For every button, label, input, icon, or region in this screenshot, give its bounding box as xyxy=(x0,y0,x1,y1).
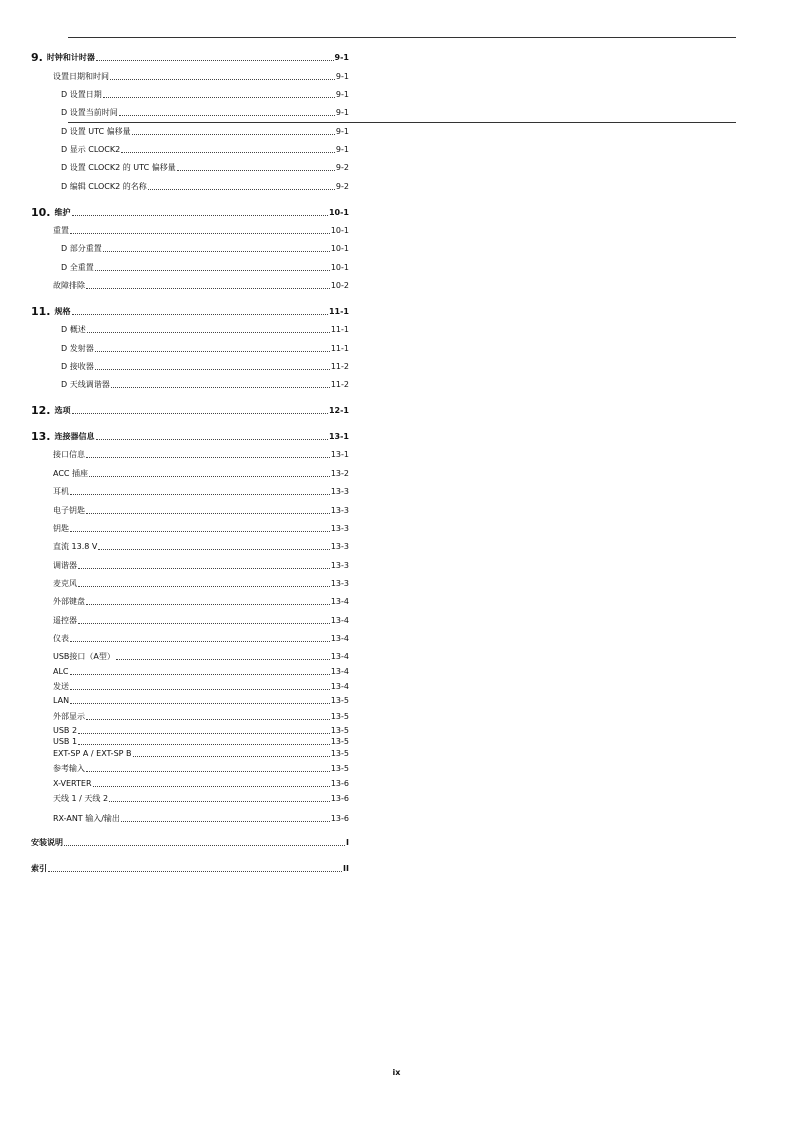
toc-leader-dots xyxy=(72,215,328,216)
toc-entry[interactable] xyxy=(53,487,349,497)
toc-leader-dots xyxy=(78,733,330,734)
toc-page-number: 11-2 xyxy=(330,380,349,389)
toc-entry[interactable] xyxy=(53,737,349,747)
toc-entry-title: USB 2 xyxy=(53,726,78,735)
toc-entry[interactable] xyxy=(53,579,349,589)
toc-entry-title: 维护 xyxy=(54,208,71,217)
toc-page-number: 9-2 xyxy=(335,163,349,172)
toc-entry[interactable] xyxy=(53,814,349,824)
toc-entry[interactable] xyxy=(53,524,349,534)
toc-entry[interactable] xyxy=(61,163,349,173)
toc-entry-title: X-VERTER xyxy=(53,779,92,788)
toc-entry[interactable] xyxy=(31,406,349,416)
toc-page-number: 9-1 xyxy=(334,53,349,62)
toc-entry-title: ALC xyxy=(53,667,69,676)
toc-entry-title: D 接收器 xyxy=(61,362,94,371)
toc-leader-dots xyxy=(109,801,330,802)
toc-entry[interactable] xyxy=(53,450,349,460)
toc-page-number: 13-3 xyxy=(330,487,349,496)
toc-entry[interactable] xyxy=(31,864,349,874)
toc-page-number: 13-5 xyxy=(330,726,349,735)
toc-page-number: 13-6 xyxy=(330,779,349,788)
toc-entry-title: D 设置当前时间 xyxy=(61,108,118,117)
toc-entry[interactable] xyxy=(53,506,349,516)
toc-page-number: 11-1 xyxy=(330,325,349,334)
toc-leader-dots xyxy=(78,623,330,624)
toc-entry[interactable] xyxy=(53,469,349,479)
toc-chapter-number: 9. xyxy=(31,51,43,64)
toc-page-number: 13-5 xyxy=(330,712,349,721)
toc-page-number: 9-2 xyxy=(335,182,349,191)
toc-entry-title: D 全重置 xyxy=(61,263,94,272)
toc-leader-dots xyxy=(48,871,342,872)
toc-entry[interactable] xyxy=(61,380,349,390)
toc-entry[interactable] xyxy=(61,263,349,273)
toc-page-number: 9-1 xyxy=(335,145,349,154)
toc-entry[interactable] xyxy=(53,226,349,236)
toc-leader-dots xyxy=(116,659,330,660)
toc-leader-dots xyxy=(96,60,334,61)
toc-page-number: 13-2 xyxy=(330,469,349,478)
toc-entry[interactable] xyxy=(61,182,349,192)
toc-entry-title: D 天线调谐器 xyxy=(61,380,110,389)
toc-entry-title: USB 1 xyxy=(53,737,78,746)
toc-leader-dots xyxy=(86,719,330,720)
toc-leader-dots xyxy=(70,233,330,234)
toc-entry-title: LAN xyxy=(53,696,70,705)
toc-entry-title: 天线 1 / 天线 2 xyxy=(53,794,109,803)
toc-entry-title: 选项 xyxy=(54,406,71,415)
toc-page-number: 10-2 xyxy=(330,281,349,290)
toc-entry[interactable] xyxy=(53,634,349,644)
toc-page-number: 9-1 xyxy=(335,90,349,99)
toc-entry[interactable] xyxy=(53,281,349,291)
toc-leader-dots xyxy=(78,586,330,587)
toc-leader-dots xyxy=(64,845,345,846)
toc-entry-title: 安装说明 xyxy=(31,838,63,847)
toc-entry-title: 规格 xyxy=(54,307,71,316)
toc-page-number: 13-5 xyxy=(330,764,349,773)
toc-page-number: 13-4 xyxy=(330,597,349,606)
toc-page-number: 13-1 xyxy=(328,432,349,441)
toc-leader-dots xyxy=(87,332,330,333)
toc-leader-dots xyxy=(132,134,335,135)
toc-entry[interactable] xyxy=(61,244,349,254)
toc-leader-dots xyxy=(86,513,330,514)
toc-entry[interactable] xyxy=(53,764,349,774)
toc-entry-title: D 编辑 CLOCK2 的名称 xyxy=(61,182,147,191)
toc-entry[interactable] xyxy=(53,779,349,789)
toc-page-number: 13-4 xyxy=(330,652,349,661)
toc-page-number: 12-1 xyxy=(328,406,349,415)
toc-entry-title: 索引 xyxy=(31,864,47,873)
toc-page-number: 11-1 xyxy=(328,307,349,316)
toc-entry[interactable] xyxy=(53,616,349,626)
toc-entry-title: 电子钥匙 xyxy=(53,506,85,515)
toc-entry[interactable] xyxy=(53,542,349,552)
toc-entry-title: USB接口（A型） xyxy=(53,652,115,661)
toc-leader-dots xyxy=(103,251,330,252)
toc-entry[interactable] xyxy=(53,561,349,571)
toc-page-number: 13-3 xyxy=(330,524,349,533)
toc-leader-dots xyxy=(70,494,330,495)
toc-entry[interactable] xyxy=(31,208,349,218)
toc-leader-dots xyxy=(72,413,328,414)
toc-leader-dots xyxy=(93,786,330,787)
toc-page-number: 10-1 xyxy=(330,226,349,235)
toc-leader-dots xyxy=(70,531,330,532)
toc-entry-title: 遥控器 xyxy=(53,616,77,625)
toc-entry-title: D 发射器 xyxy=(61,344,94,353)
toc-entry-title: 钥匙 xyxy=(53,524,69,533)
toc-entry-title: D 设置 CLOCK2 的 UTC 偏移量 xyxy=(61,163,176,172)
toc-leader-dots xyxy=(95,369,330,370)
toc-leader-dots xyxy=(110,79,335,80)
toc-chapter-number: 13. xyxy=(31,430,51,443)
toc-entry-title: 时钟和计时器 xyxy=(46,53,95,62)
toc-page-number: 9-1 xyxy=(335,127,349,136)
toc-leader-dots xyxy=(70,674,330,675)
toc-entry-title: 接口信息 xyxy=(53,450,85,459)
toc-entry-title: 发送 xyxy=(53,682,69,691)
toc-entry[interactable] xyxy=(53,726,349,736)
toc-entry-title: 耳机 xyxy=(53,487,69,496)
toc-entry[interactable] xyxy=(53,794,349,804)
toc-leader-dots xyxy=(95,351,330,352)
toc-entry-title: 连接器信息 xyxy=(54,432,95,441)
toc-entry[interactable] xyxy=(53,749,349,759)
toc-leader-dots xyxy=(89,476,330,477)
toc-page-number: 13-3 xyxy=(330,561,349,570)
toc-leader-dots xyxy=(177,170,335,171)
toc-leader-dots xyxy=(96,439,328,440)
toc-entry[interactable] xyxy=(61,127,349,137)
toc-leader-dots xyxy=(111,387,330,388)
toc-page-number: 13-5 xyxy=(330,737,349,746)
toc-page-number: 13-6 xyxy=(330,814,349,823)
toc-page-number: 9-1 xyxy=(335,108,349,117)
toc-entry[interactable] xyxy=(61,325,349,335)
toc-entry[interactable] xyxy=(53,597,349,607)
toc-leader-dots xyxy=(95,270,330,271)
toc-leader-dots xyxy=(121,152,335,153)
toc-leader-dots xyxy=(72,314,328,315)
toc-leader-dots xyxy=(86,457,330,458)
toc-entry-title: D 设置 UTC 偏移量 xyxy=(61,127,131,136)
toc-page-number: 13-4 xyxy=(330,616,349,625)
toc-page-number: 13-4 xyxy=(330,667,349,676)
toc-entry-title: ACC 插座 xyxy=(53,469,89,478)
toc-leader-dots xyxy=(78,568,330,569)
toc-page-number: 11-1 xyxy=(330,344,349,353)
toc-leader-dots xyxy=(98,549,329,550)
toc-leader-dots xyxy=(70,689,330,690)
toc-page-number: 13-4 xyxy=(330,682,349,691)
toc-entry[interactable] xyxy=(53,72,349,82)
toc-entry[interactable] xyxy=(53,712,349,722)
toc-entry-title: 仪表 xyxy=(53,634,69,643)
toc-entry[interactable] xyxy=(31,307,349,317)
toc-entry-title: EXT-SP A / EXT-SP B xyxy=(53,749,132,758)
toc-entry-title: D 概述 xyxy=(61,325,86,334)
toc-page-number: 13-1 xyxy=(330,450,349,459)
toc-page-number: 13-4 xyxy=(330,634,349,643)
toc-page-number: 13-6 xyxy=(330,794,349,803)
toc-entry[interactable] xyxy=(53,667,349,677)
toc-page-number: 11-2 xyxy=(330,362,349,371)
toc-leader-dots xyxy=(86,604,330,605)
toc-leader-dots xyxy=(70,641,330,642)
toc-leader-dots xyxy=(103,97,335,98)
toc-entry[interactable] xyxy=(61,108,349,118)
toc-leader-dots xyxy=(78,744,330,745)
toc-entry[interactable] xyxy=(31,432,349,442)
toc-chapter-number: 10. xyxy=(31,206,51,219)
toc-leader-dots xyxy=(119,115,335,116)
toc-entry-title: 调谐器 xyxy=(53,561,77,570)
toc-leader-dots xyxy=(86,288,330,289)
toc-page-number: 13-5 xyxy=(330,696,349,705)
toc-entry-title: 故障排除 xyxy=(53,281,85,290)
toc-entry-title: 直流 13.8 V xyxy=(53,542,98,551)
toc-page-number: II xyxy=(343,864,349,873)
toc-entry[interactable] xyxy=(53,696,349,706)
toc-leader-dots xyxy=(86,771,330,772)
toc-entry-title: 外部键盘 xyxy=(53,597,85,606)
toc-entry[interactable] xyxy=(61,344,349,354)
toc-page-number: 9-1 xyxy=(335,72,349,81)
toc-page-number: 10-1 xyxy=(328,208,349,217)
toc-entry-title: 重置 xyxy=(53,226,69,235)
toc-entry-title: 参考输入 xyxy=(53,764,85,773)
toc-page-number: 13-5 xyxy=(330,749,349,758)
toc-entry-title: D 部分重置 xyxy=(61,244,102,253)
toc-leader-dots xyxy=(148,189,335,190)
toc-entry-title: 麦克风 xyxy=(53,579,77,588)
toc-page-number: 13-3 xyxy=(330,542,349,551)
toc-entry[interactable] xyxy=(31,838,349,848)
toc-entry-title: D 设置日期 xyxy=(61,90,102,99)
toc-entry-title: RX-ANT 输入/输出 xyxy=(53,814,120,823)
toc-page-number: I xyxy=(346,838,349,847)
page-number: ix xyxy=(392,1068,401,1077)
toc-chapter-number: 11. xyxy=(31,305,51,318)
toc-entry[interactable] xyxy=(61,362,349,372)
toc-entry[interactable] xyxy=(53,682,349,692)
toc-leader-dots xyxy=(70,703,330,704)
toc-entry[interactable] xyxy=(61,90,349,100)
toc-entry[interactable] xyxy=(31,53,349,63)
toc-page-number: 13-3 xyxy=(330,506,349,515)
toc-page-number: 10-1 xyxy=(330,263,349,272)
toc-leader-dots xyxy=(121,821,330,822)
toc-page-number: 10-1 xyxy=(330,244,349,253)
toc-entry[interactable] xyxy=(61,145,349,155)
toc-entry-title: D 显示 CLOCK2 xyxy=(61,145,121,154)
toc-chapter-number: 12. xyxy=(31,404,51,417)
toc-entry[interactable] xyxy=(53,652,349,662)
toc-page-number: 13-3 xyxy=(330,579,349,588)
toc-entry-title: 设置日期和时间 xyxy=(53,72,109,81)
toc-entry-title: 外部显示 xyxy=(53,712,85,721)
toc-leader-dots xyxy=(133,756,330,757)
